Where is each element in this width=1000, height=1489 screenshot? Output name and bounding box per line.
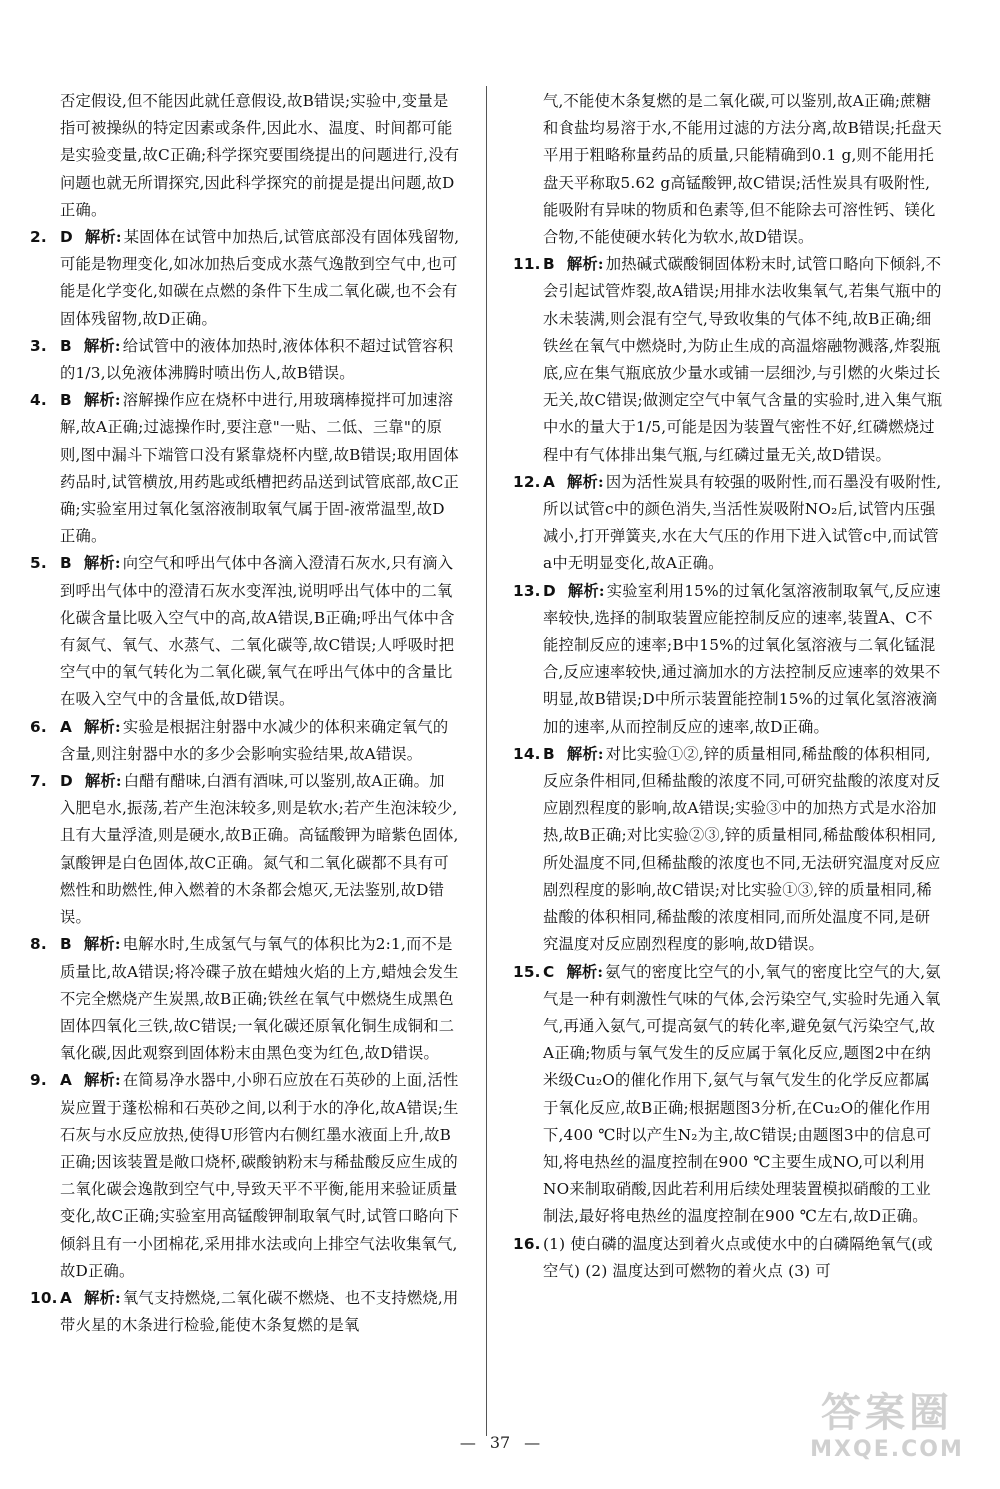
explanation-text: 实验室利用15%的过氧化氢溶液制取氧气,反应速率较快,选择的制取装置应能控制反应的速率,装置A、C不能控制反应的速率;B中15%的过氧化氢溶液与二氧化锰混合,反应速率较快,通过滴加水的方法控制反应速率的效果不明显,故B错误;D中所示装置能控制15%的过氧化氢溶液滴加的速率,从而控制反应的速率,故D正确。 (543, 581, 941, 736)
answer-choice: B (60, 391, 72, 410)
question-number: 8. (30, 935, 47, 954)
question-number: 2. (30, 228, 47, 247)
footer-dash-right: — (524, 1433, 541, 1452)
explanation-text: 实验是根据注射器中水减少的体积来确定氧气的含量,则注射器中水的多少会影响实验结果,故A错误。 (60, 717, 449, 763)
question-number: 13. (513, 581, 541, 600)
answer-entry (30, 714, 460, 768)
question-number: 7. (30, 772, 47, 791)
continued-text (513, 88, 943, 251)
explanation-text: 气,不能使木条复燃的是二氧化碳,可以鉴别,故A正确;蔗糖和食盐均易溶于水,不能用过滤的方法分离,故B错误;托盘天平用于粗略称量药品的质量,只能精确到0.1 g,则不能用托盘天平称取5.62 g高锰酸钾,故C错误;活性炭具有吸附性,能吸附有异味的物质和色素等,但不能除去可溶性钙、镁化合物,不能使硬水转化为软水,故D错误。 (543, 92, 942, 247)
explanation-text: 因为活性炭具有较强的吸附性,而石墨没有吸附性,所以试管c中的颜色消失,当活性炭吸附NO₂后,试管内压强减小,打开弹簧夹,水在大气压的作用下进入试管c中,而试管a中无明显变化,故A正确。 (543, 472, 942, 573)
answer-entry (513, 1231, 943, 1285)
answer-choice: A (60, 1071, 73, 1090)
answer-entry (513, 741, 943, 959)
analysis-label: 解析: (566, 744, 604, 763)
right-column (513, 88, 943, 1285)
question-number: 5. (30, 554, 47, 573)
analysis-label: 解析: (566, 962, 604, 981)
explanation-text: 氧气支持燃烧,二氧化碳不燃烧、也不支持燃烧,用带火星的木条进行检验,能使木条复燃的是氧 (60, 1288, 459, 1335)
answer-entry (30, 387, 460, 550)
analysis-label: 解析: (567, 472, 604, 491)
left-column (30, 88, 460, 1339)
page-number: 37 (489, 1433, 511, 1452)
answer-entry (30, 1067, 460, 1285)
explanation-text: 否定假设,但不能因此就任意假设,故B错误;实验中,变量是指可被操纵的特定因素或条件,因此水、温度、时间都可能是实验变量,故C正确;科学探究要围绕提出的问题进行,没有问题也就无所谓探究,因此科学探究的前提是提出问题,故D正确。 (60, 92, 460, 219)
question-number: 4. (30, 391, 47, 410)
answer-choice: A (60, 717, 73, 736)
answer-choice: B (60, 935, 72, 954)
column-divider (486, 86, 487, 1436)
answer-entry (513, 251, 943, 469)
explanation-text: 对比实验①②,锌的质量相同,稀盐酸的体积相同,反应条件相同,但稀盐酸的浓度不同,可研究盐酸的浓度对反应剧烈程度的影响,故A错误;实验③中的加热方式是水浴加热,故B正确;对比实验②③,锌的质量相同,稀盐酸体积相同,所处温度不同,但稀盐酸的浓度也不同,无法研究温度对反应剧烈程度的影响,故C错误;对比实验①③,锌的质量相同,稀盐酸的体积相同,稀盐酸的浓度相同,而所处温度不同,是研究温度对反应剧烈程度的影响,故D错误。 (543, 744, 941, 954)
watermark-logo (792, 1389, 982, 1475)
question-number: 3. (30, 336, 47, 355)
explanation-text: 在简易净水器中,小卵石应放在石英砂的上面,活性炭应置于蓬松棉和石英砂之间,以利于水的净化,故A错误;生石灰与水反应放热,使得U形管内右侧红墨水液面上升,故B正确;因该装置是敞口烧杯,碳酸钠粉末与稀盐酸反应生成的二氧化碳会逸散到空气中,导致天平不平衡,能用来验证质量变化,故C正确;实验室用高锰酸钾制取氧气时,试管口略向下倾斜且有一小团棉花,采用排水法或向上排空气法收集氧气,故D正确。 (60, 1071, 460, 1280)
explanation-text: 某固体在试管中加热后,试管底部没有固体残留物,可能是物理变化,如冰加热后变成水蒸气逸散到空气中,也可能是化学变化,如碳在点燃的条件下生成二氧化碳,也不会有固体残留物,故D正确。 (60, 228, 460, 328)
answer-entry (30, 768, 460, 931)
question-number: 16. (513, 1234, 541, 1253)
explanation-text: 电解水时,生成氢气与氧气的体积比为2:1,而不是质量比,故A错误;将冷碟子放在蜡烛火焰的上方,蜡烛会发生不完全燃烧产生炭黑,故B正确;铁丝在氧气中燃烧生成黑色固体四氧化三铁,故C错误;一氧化碳还原氧化铜生成铜和二氧化碳,因此观察到固体粉末由黑色变为红色,故D错误。 (60, 935, 459, 1063)
explanation-text: 加热碱式碳酸铜固体粉末时,试管口略向下倾斜,不会引起试管炸裂,故A错误;用排水法收集氧气,若集气瓶中的水未装满,则会混有空气,导致收集的气体不纯,故B正确;细铁丝在氧气中燃烧时,为防止生成的高温熔融物溅落,炸裂瓶底,应在集气瓶底放少量水或铺一层细沙,与引燃的火柴过长无关,故C错误;做测定空气中氧气含量的实验时,进入集气瓶中水的量大于1/5,可能是因为装置气密性不好,红磷燃烧过程中有气体排出集气瓶,与红磷过量无关,故D错误。 (543, 255, 943, 464)
question-number: 6. (30, 717, 47, 736)
answer-choice: B (60, 336, 72, 355)
explanation-text: 向空气和呼出气体中各滴入澄清石灰水,只有滴入到呼出气体中的澄清石灰水变浑浊,说明呼出气体中的二氧化碳含量比吸入空气中的高,故A错误,B正确;呼出气体中含有氮气、氧气、水蒸气、二氧化碳等,故C错误;人呼吸时把空气中的氧气转化为二氧化碳,氧气在呼出气体中的含量比在吸入空气中的含量低,故D错误。 (60, 554, 455, 709)
answer-choice: D (543, 581, 556, 600)
answer-entry (30, 931, 460, 1067)
analysis-label: 解析: (83, 554, 121, 573)
question-number: 11. (513, 255, 541, 274)
question-number: 14. (513, 744, 541, 763)
answer-entry (513, 959, 943, 1231)
answer-entry (30, 333, 460, 387)
analysis-label: 解析: (84, 1071, 121, 1090)
analysis-label: 解析: (84, 1288, 121, 1307)
explanation-text: (1) 使白磷的温度达到着火点或使水中的白磷隔绝氧气(或空气) (2) 温度达到可燃物的着火点 (3) 可 (543, 1234, 933, 1280)
analysis-label: 解析: (84, 772, 122, 791)
question-number: 15. (513, 962, 541, 981)
explanation-text: 白醋有醋味,白酒有酒味,可以鉴别,故A正确。加入肥皂水,振荡,若产生泡沫较多,则是软水;若产生泡沫较少,且有大量浮渣,则是硬水,故B正确。高锰酸钾为暗紫色固体,氯酸钾是白色固体,故C正确。氮气和二氧化碳都不具有可燃性和助燃性,伸入燃着的木条都会熄灭,无法鉴别,故D错误。 (60, 772, 459, 927)
analysis-label: 解析: (567, 581, 605, 600)
analysis-label: 解析: (83, 391, 121, 410)
analysis-label: 解析: (83, 336, 121, 355)
question-number: 10. (30, 1288, 58, 1307)
analysis-label: 解析: (83, 935, 121, 954)
answer-choice: D (60, 772, 73, 791)
continued-text (30, 88, 460, 224)
explanation-text: 给试管中的液体加热时,液体体积不超过试管容积的1/3,以免液体沸腾时喷出伤人,故B错误。 (60, 336, 454, 383)
footer-dash-left: — (459, 1433, 476, 1452)
answer-choice: A (60, 1288, 73, 1307)
answer-choice: C (543, 962, 555, 981)
answer-choice: B (543, 255, 555, 274)
question-number: 9. (30, 1071, 47, 1090)
answer-choice: D (60, 228, 73, 247)
analysis-label: 解析: (84, 717, 121, 736)
answer-choice: B (543, 744, 555, 763)
analysis-label: 解析: (566, 255, 604, 274)
answer-entry (30, 1285, 460, 1339)
answer-entry (513, 578, 943, 741)
question-number: 12. (513, 472, 541, 491)
answer-entry (30, 550, 460, 713)
answer-choice: B (60, 554, 72, 573)
explanation-text: 氨气的密度比空气的小,氧气的密度比空气的大,氨气是一种有刺激性气味的气体,会污染空气,实验时先通入氧气,再通入氨气,可提高氨气的转化率,避免氨气污染空气,故A正确;物质与氧气发生的反应属于氧化反应,题图2中在纳米级Cu₂O的催化作用下,氨气与氧气发生的化学反应都属于氧化反应,故B正确;根据题图3分析,在Cu₂O的催化作用下,400 ℃时以产生N₂为主,故C错误;由题图3中的信息可知,将电热丝的温度控制在900 ℃主要生成NO,可以利用NO来制取硝酸,因此若利用后续处理装置模拟硝酸的工业制法,最好将电热丝的温度控制在900 ℃左右,故D正确。 (543, 962, 941, 1226)
watermark-bottom: MXQE.COM (810, 1437, 964, 1462)
answer-entry (30, 224, 460, 333)
watermark-top: 答案圈 (821, 1390, 953, 1436)
explanation-text: 溶解操作应在烧杯中进行,用玻璃棒搅拌可加速溶解,故A正确;过滤操作时,要注意"一贴、二低、三靠"的原则,图中漏斗下端管口没有紧靠烧杯内壁,故B错误;取用固体药品时,试管横放,用药匙或纸槽把药品送到试管底部,故C正确;实验室用过氧化氢溶液制取氧气属于固-液常温型,故D正确。 (60, 391, 460, 546)
analysis-label: 解析: (84, 228, 122, 247)
answer-entry (513, 469, 943, 578)
answer-choice: A (543, 472, 556, 491)
